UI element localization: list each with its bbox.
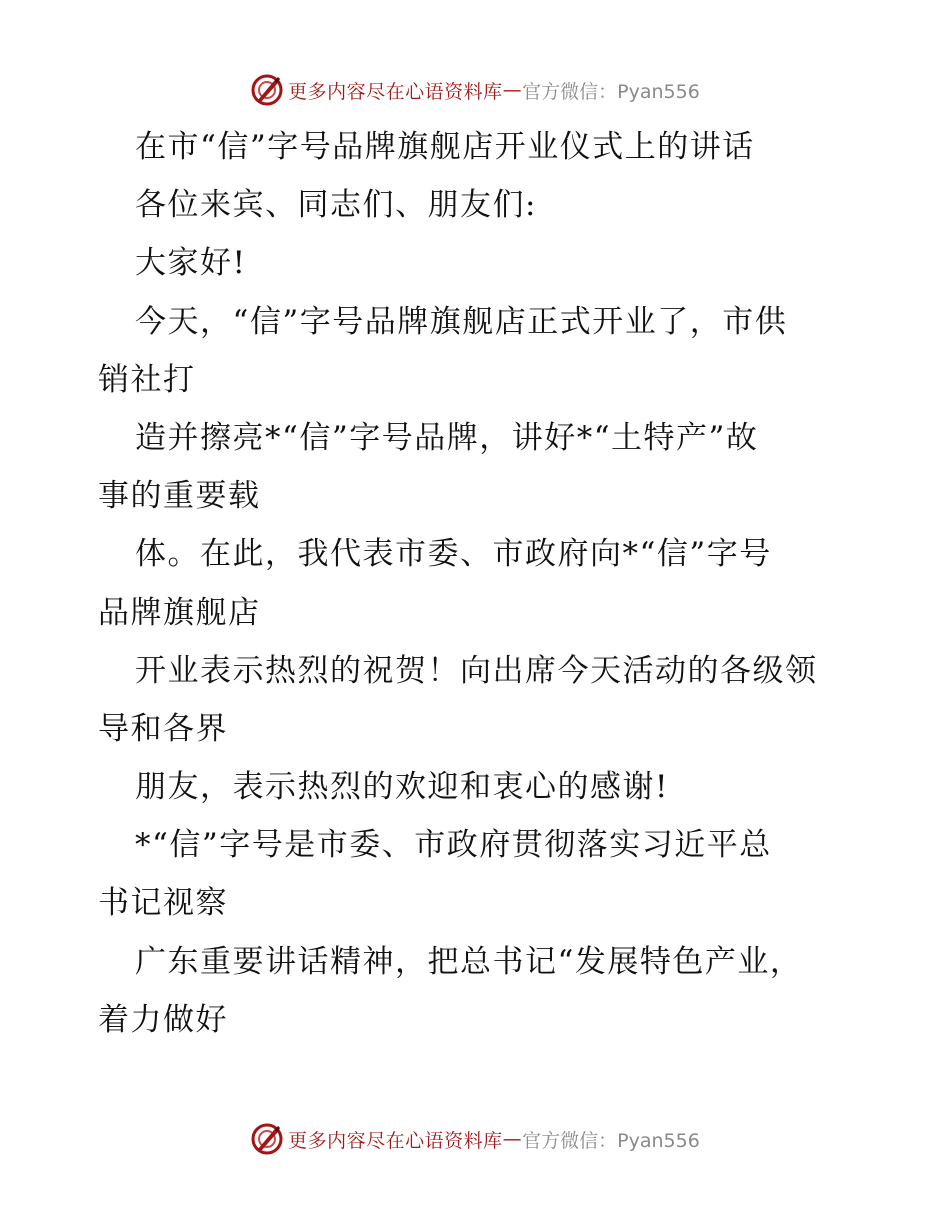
paragraph-line: 造并擦亮*“信”字号品牌，讲好*“土特产”故: [135, 419, 759, 456]
footer-site-text: 更多内容尽在心语资料库: [288, 1129, 503, 1152]
paragraph-line: 着力做好: [98, 1001, 228, 1038]
pen-circle-logo-icon: [250, 1122, 284, 1156]
paragraph-line: 开业表示热烈的祝贺！向出席今天活动的各级领: [135, 652, 818, 689]
paragraph-line: 品牌旗舰店: [98, 594, 261, 631]
pen-circle-logo-icon: [250, 73, 284, 107]
paragraph-line: 书记视察: [98, 885, 228, 922]
header-wechat-text: 官方微信：Pyan556: [522, 80, 700, 103]
paragraph-line: 销社打: [98, 361, 196, 398]
paragraph-line: 体。在此，我代表市委、市政府向*“信”字号: [135, 536, 772, 573]
header-banner: [0, 70, 950, 110]
document-body: [98, 118, 858, 1049]
paragraph-line: 朋友，表示热烈的欢迎和衷心的感谢!: [135, 769, 669, 806]
footer-banner: [0, 1119, 950, 1159]
paragraph-line: 今天，“信”字号品牌旗舰店正式开业了，市供: [135, 303, 788, 340]
footer-separator: —: [502, 1128, 523, 1150]
greeting: 大家好!: [135, 245, 247, 282]
header-site-text: 更多内容尽在心语资料库: [288, 80, 503, 103]
footer-wechat-text: 官方微信：Pyan556: [522, 1129, 700, 1152]
salutation: 各位来宾、同志们、朋友们:: [135, 187, 537, 224]
paragraph-line: *“信”字号是市委、市政府贯彻落实习近平总: [135, 827, 772, 864]
paragraph-line: 事的重要载: [98, 478, 261, 515]
paragraph-line: 导和各界: [98, 710, 228, 747]
paragraph-line: 广东重要讲话精神，把总书记“发展特色产业，: [135, 943, 803, 980]
document-title: 在市“信”字号品牌旗舰店开业仪式上的讲话: [135, 129, 755, 165]
header-separator: —: [502, 79, 523, 101]
